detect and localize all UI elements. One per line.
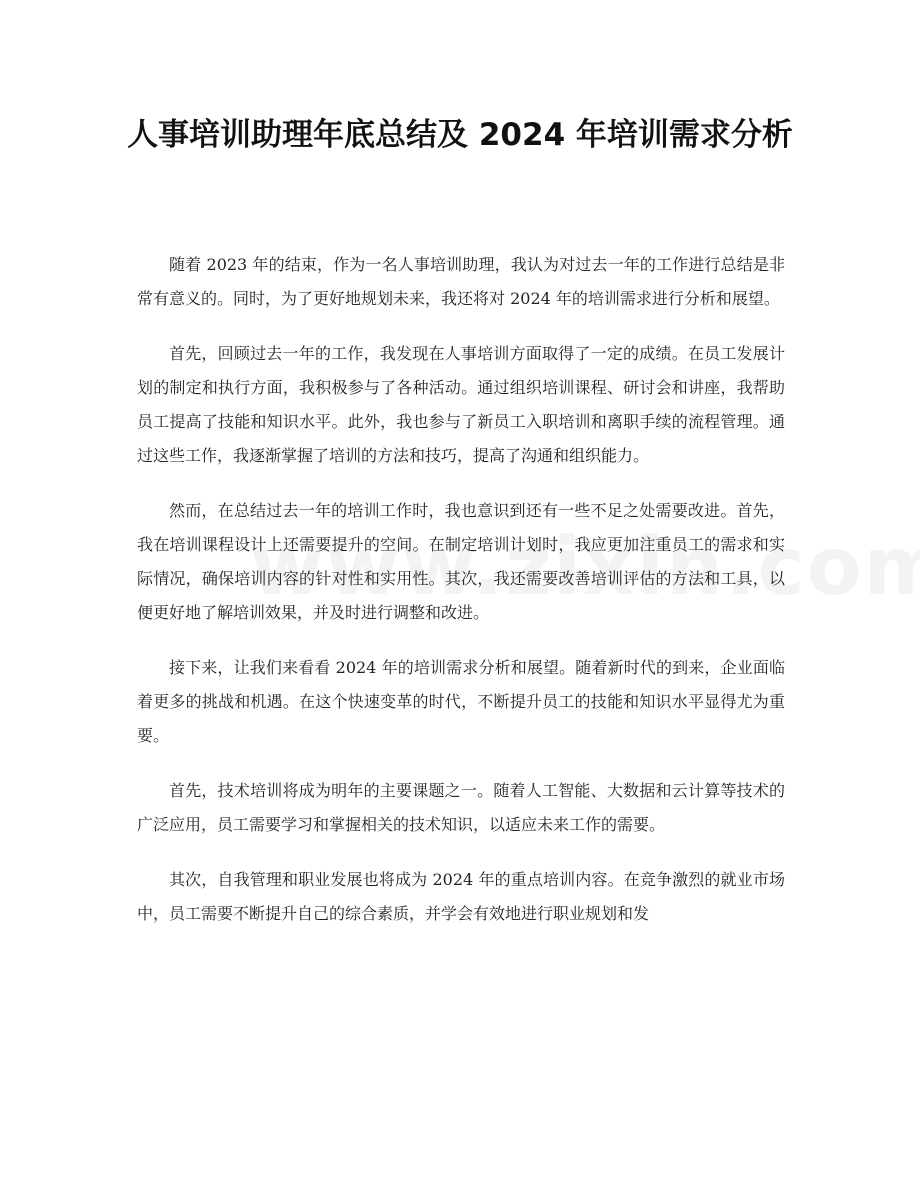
paragraph-1: 随着 2023 年的结束，作为一名人事培训助理，我认为对过去一年的工作进行总结是非常有意义的。同时，为了更好地规划未来，我还将对 2024 年的培训需求进行分析和展望。 <box>137 255 785 308</box>
paragraph-3: 然而，在总结过去一年的培训工作时，我也意识到还有一些不足之处需要改进。首先，我在培训课程设计上还需要提升的空间。在制定培训计划时，我应更加注重员工的需求和实际情况，确保培训内容的针对性和实用性。其次，我还需要改善培训评估的方法和工具，以便更好地了解培训效果，并及时进行调整和改进。 <box>137 501 785 622</box>
paragraph-5: 首先，技术培训将成为明年的主要课题之一。随着人工智能、大数据和云计算等技术的广泛应用，员工需要学习和掌握相关的技术知识，以适应未来工作的需要。 <box>137 781 785 834</box>
paragraph-4: 接下来，让我们来看看 2024 年的培训需求分析和展望。随着新时代的到来，企业面临着更多的挑战和机遇。在这个快速变革的时代，不断提升员工的技能和知识水平显得尤为重要。 <box>137 658 785 745</box>
document-body <box>137 248 785 952</box>
paragraph-2: 首先，回顾过去一年的工作，我发现在人事培训方面取得了一定的成绩。在员工发展计划的制定和执行方面，我积极参与了各种活动。通过组织培训课程、研讨会和讲座，我帮助员工提高了技能和知识水平。此外，我也参与了新员工入职培训和离职手续的流程管理。通过这些工作，我逐渐掌握了培训的方法和技巧，提高了沟通和组织能力。 <box>137 344 785 465</box>
document-title: 人事培训助理年底总结及 2024 年培训需求分析 <box>127 117 793 153</box>
paragraph-6: 其次，自我管理和职业发展也将成为 2024 年的重点培训内容。在竞争激烈的就业市场中，员工需要不断提升自己的综合素质，并学会有效地进行职业规划和发 <box>137 870 785 923</box>
